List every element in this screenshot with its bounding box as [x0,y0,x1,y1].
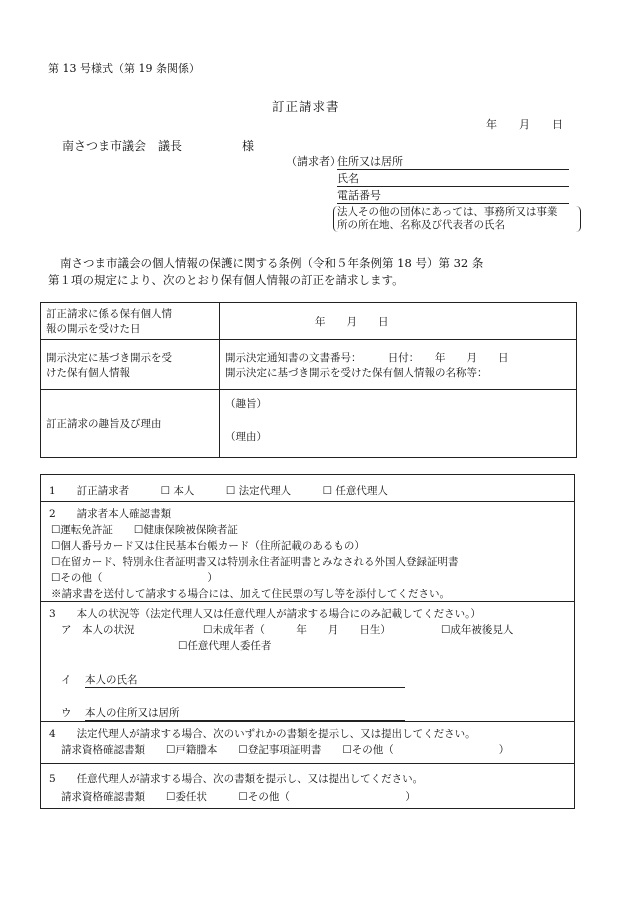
form-title: 訂正請求書 [272,99,340,114]
date-line: 年 月 日 [486,118,563,131]
section2-note: ※請求書を送付して請求する場合には、加えて住民票の写し等を添付してください。 [51,588,450,600]
section3-address-prefix: ウ [61,707,72,719]
corporate-note [333,206,581,232]
phone-field[interactable] [337,187,569,204]
corporate-note-line1: 法人その他の団体にあっては、事務所又は事業 [337,206,558,218]
phone-label: 電話番号 [337,189,381,202]
section2-id-line2[interactable]: ☐個人番号カード又は住民基本台帳カード（住所記載のあるもの） [51,540,365,552]
principal-address-label: 本人の住所又は居所 [85,707,180,719]
table-row-disclosure-date [41,303,577,340]
purpose-reason-label: 訂正請求の趣旨及び理由 [41,390,220,458]
principal-address-field[interactable] [85,705,405,721]
principal-name-label: 本人の氏名 [85,674,138,686]
reason-label: （理由） [225,431,267,443]
name-field[interactable] [337,170,569,187]
divider [41,501,574,502]
corporate-note-line2: 所の所在地、名称及び代表者の氏名 [337,219,505,231]
intro-line2: 第１項の規定により、次のとおり保有個人情報の訂正を請求します。 [48,273,404,287]
requester-details-box [40,474,575,809]
section3-name-prefix: イ [61,674,72,686]
purpose-label: （趣旨） [225,398,267,410]
form-number: 第 13 号様式（第 19 条関係） [48,62,200,75]
section2-header: 2 請求者本人確認書類 [49,508,172,520]
disclosed-info-value[interactable] [220,340,577,390]
correction-details-table [40,302,577,458]
section1-requester-type[interactable]: 1 訂正請求者 ☐ 本人 ☐ 法定代理人 ☐ 任意代理人 [49,485,388,497]
section3-header: 3 本人の状況等（法定代理人又は任意代理人が請求する場合にのみ記載してください。） [49,608,481,620]
addressee: 南さつま市議会 議長 様 [62,139,255,153]
disclosure-date-label: 訂正請求に係る保有個人情 報の開示を受けた日 [41,303,220,340]
notice-number-line: 開示決定通知書の文書番号： 日付： 年 月 日 [225,351,509,364]
section2-id-line3[interactable]: ☐在留カード、特別永住者証明書又は特別永住者証明書とみなされる外国人登録証明書 [51,556,459,568]
divider [41,721,574,722]
disclosed-info-label: 開示決定に基づき開示を受 けた保有個人情報 [41,340,220,390]
name-label: 氏名 [337,172,359,185]
address-label: 住所又は居所 [337,155,403,168]
disclosed-info-name-line: 開示決定に基づき開示を受けた保有個人情報の名称等： [225,366,488,379]
disclosure-date-value[interactable]: 年 月 日 [220,303,577,340]
intro-line1: 南さつま市議会の個人情報の保護に関する条例（令和５年条例第 18 号）第 32 条 [60,256,484,270]
table-row-purpose-reason [41,390,577,458]
section4-header: 4 法定代理人が請求する場合、次のいずれかの書類を提示し、又は提出してください。 [49,728,476,740]
section2-id-line4[interactable]: ☐その他（ ） [51,572,218,584]
purpose-reason-value[interactable] [220,390,577,458]
section5-header: 5 任意代理人が請求する場合、次の書類を提示し、又は提出してください。 [49,773,424,785]
section3-principal-option[interactable]: ☐任意代理人委任者 [178,640,272,652]
requester-label: （請求者） [286,155,341,168]
section3-minor-option[interactable]: ☐未成年者（ 年 月 日生） [203,624,391,636]
divider [41,763,574,764]
section5-documents[interactable]: 請求資格確認書類 ☐委任状 ☐その他（ ） [61,791,416,803]
section2-id-line1[interactable]: ☐運転免許証 ☐健康保険被保険者証 [51,524,238,536]
address-field[interactable] [337,153,569,170]
principal-name-field[interactable] [85,672,405,688]
section4-documents[interactable]: 請求資格確認書類 ☐戸籍謄本 ☐登記事項証明書 ☐その他（ ） [61,744,510,756]
section3-ward-option[interactable]: ☐成年被後見人 [441,624,514,636]
section3-status-label: ア 本人の状況 [61,624,135,636]
table-row-disclosed-info [41,340,577,390]
divider [41,601,574,602]
